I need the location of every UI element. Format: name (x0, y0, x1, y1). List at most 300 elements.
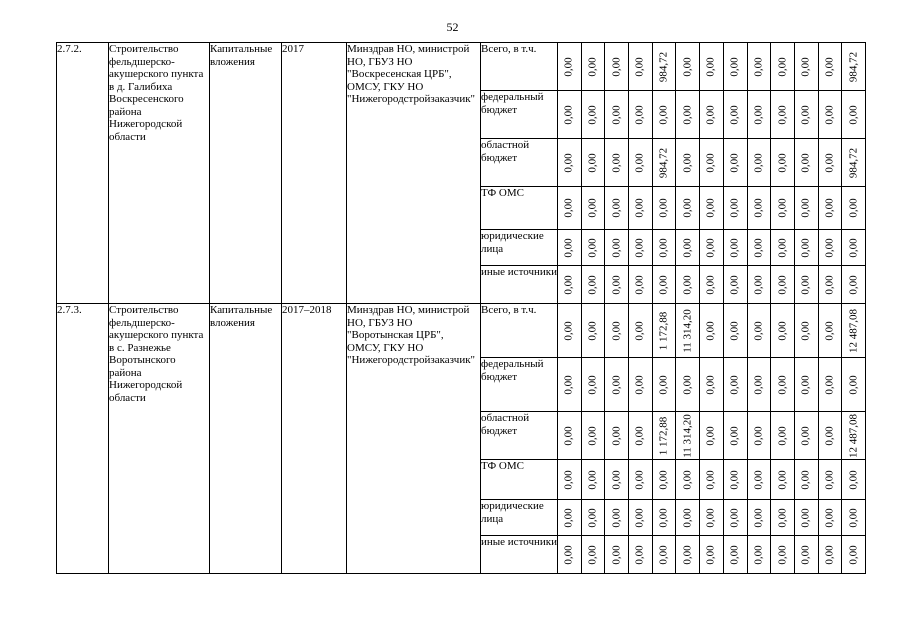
value-text: 0,00 (776, 425, 789, 446)
value-text: 0,00 (823, 320, 836, 341)
value-text: 0,00 (728, 507, 741, 528)
value-text: 0,00 (728, 320, 741, 341)
value-cell (842, 230, 866, 266)
value-text: 0,00 (752, 425, 765, 446)
value-cell (818, 304, 842, 358)
row-executors: Минздрав НО, министрой НО, ГБУЗ НО "Воскресенская ЦРБ", ОМСУ, ГКУ НО "Нижегородстройзаказчик" (347, 43, 481, 304)
value-cell (581, 460, 605, 500)
value-text: 0,00 (823, 507, 836, 528)
value-text: 0,00 (562, 507, 575, 528)
value-text: 0,00 (657, 104, 670, 125)
value-text: 0,00 (586, 237, 599, 258)
value-cell (794, 187, 818, 230)
value-text: 0,00 (633, 469, 646, 490)
value-cell (605, 304, 629, 358)
value-text: 0,00 (681, 152, 694, 173)
value-text: 0,00 (799, 544, 812, 565)
value-text: 984,72 (657, 51, 670, 82)
value-cell (652, 91, 676, 139)
value-text: 0,00 (562, 274, 575, 295)
value-cell (771, 230, 795, 266)
value-text: 0,00 (799, 152, 812, 173)
value-text: 0,00 (704, 544, 717, 565)
value-cell (581, 187, 605, 230)
value-cell (842, 91, 866, 139)
value-cell (818, 536, 842, 574)
value-text: 0,00 (633, 56, 646, 77)
value-cell (723, 412, 747, 460)
value-text: 0,00 (704, 198, 717, 218)
value-cell (605, 139, 629, 187)
value-cell (747, 139, 771, 187)
funding-source-label: областной бюджет (481, 412, 558, 460)
value-cell (747, 412, 771, 460)
value-cell (558, 43, 582, 91)
value-cell (794, 139, 818, 187)
value-cell (818, 500, 842, 536)
value-cell (747, 266, 771, 304)
row-name: Строительство фельдшерско-акушерского пункта в с. Разнежье Воротынского района Нижегородской области (109, 304, 210, 574)
value-text: 0,00 (610, 374, 623, 395)
value-cell (629, 266, 653, 304)
value-cell (723, 187, 747, 230)
value-cell (794, 43, 818, 91)
funding-source-label: иные источники (481, 536, 558, 574)
value-text: 0,00 (776, 152, 789, 173)
value-text: 0,00 (752, 152, 765, 173)
value-cell (794, 91, 818, 139)
value-text: 0,00 (610, 320, 623, 341)
value-text: 0,00 (704, 507, 717, 528)
value-cell (629, 358, 653, 412)
value-cell (723, 91, 747, 139)
value-cell (842, 358, 866, 412)
value-text: 0,00 (681, 374, 694, 395)
value-text: 0,00 (633, 374, 646, 395)
table-row (57, 43, 866, 91)
value-text: 0,00 (586, 544, 599, 565)
value-text: 0,00 (728, 425, 741, 446)
value-text: 0,00 (728, 104, 741, 125)
value-cell (842, 412, 866, 460)
value-cell (676, 187, 700, 230)
value-cell (605, 230, 629, 266)
value-cell (605, 91, 629, 139)
value-text: 0,00 (633, 320, 646, 341)
value-text: 0,00 (847, 507, 860, 528)
value-cell (771, 500, 795, 536)
value-text: 0,00 (728, 469, 741, 490)
value-cell (652, 187, 676, 230)
value-cell (629, 187, 653, 230)
value-cell (652, 460, 676, 500)
value-text: 0,00 (799, 237, 812, 258)
value-text: 0,00 (752, 104, 765, 125)
table-row (57, 304, 866, 358)
value-cell (676, 500, 700, 536)
value-text: 0,00 (681, 544, 694, 565)
value-cell (842, 266, 866, 304)
value-cell (700, 139, 724, 187)
value-text: 0,00 (633, 544, 646, 565)
value-text: 0,00 (799, 507, 812, 528)
value-cell (581, 43, 605, 91)
value-text: 0,00 (610, 507, 623, 528)
value-cell (558, 500, 582, 536)
value-cell (747, 536, 771, 574)
value-cell (629, 460, 653, 500)
value-cell (605, 358, 629, 412)
value-cell (581, 91, 605, 139)
value-cell (794, 266, 818, 304)
value-cell (723, 43, 747, 91)
value-cell (794, 412, 818, 460)
value-cell (605, 43, 629, 91)
value-cell (676, 358, 700, 412)
value-cell (605, 412, 629, 460)
value-cell (605, 536, 629, 574)
value-text: 0,00 (728, 56, 741, 77)
value-text: 0,00 (776, 320, 789, 341)
value-text: 0,00 (681, 104, 694, 125)
funding-source-label: федеральный бюджет (481, 91, 558, 139)
value-text: 0,00 (799, 320, 812, 341)
value-cell (581, 500, 605, 536)
value-text: 0,00 (586, 320, 599, 341)
value-text: 0,00 (823, 198, 836, 218)
value-text: 0,00 (704, 320, 717, 341)
value-cell (700, 266, 724, 304)
value-cell (747, 358, 771, 412)
value-cell (581, 304, 605, 358)
value-text: 0,00 (586, 374, 599, 395)
value-text: 0,00 (752, 56, 765, 77)
value-text: 0,00 (799, 425, 812, 446)
value-text: 0,00 (799, 104, 812, 125)
value-cell (700, 536, 724, 574)
value-text: 0,00 (752, 374, 765, 395)
value-cell (629, 43, 653, 91)
value-text: 0,00 (657, 507, 670, 528)
value-cell (676, 91, 700, 139)
value-cell (558, 187, 582, 230)
value-text: 0,00 (823, 274, 836, 295)
value-text: 0,00 (610, 198, 623, 218)
value-cell (818, 187, 842, 230)
value-cell (700, 43, 724, 91)
value-cell (818, 266, 842, 304)
value-text: 0,00 (610, 469, 623, 490)
value-cell (652, 304, 676, 358)
value-text: 0,00 (610, 104, 623, 125)
value-cell (771, 412, 795, 460)
value-text: 0,00 (776, 104, 789, 125)
value-text: 0,00 (799, 274, 812, 295)
value-text: 0,00 (704, 469, 717, 490)
value-text: 984,72 (847, 51, 860, 82)
value-text: 0,00 (776, 56, 789, 77)
value-text: 0,00 (799, 198, 812, 218)
value-text: 0,00 (823, 425, 836, 446)
value-text: 0,00 (823, 152, 836, 173)
value-text: 0,00 (752, 469, 765, 490)
value-cell (652, 412, 676, 460)
value-text: 11 314,20 (681, 308, 694, 353)
value-cell (747, 304, 771, 358)
value-cell (676, 412, 700, 460)
row-type: Капитальные вложения (210, 43, 282, 304)
value-cell (676, 43, 700, 91)
value-text: 0,00 (681, 507, 694, 528)
value-cell (605, 460, 629, 500)
value-cell (676, 536, 700, 574)
value-text: 0,00 (586, 56, 599, 77)
value-text: 0,00 (562, 104, 575, 125)
value-text: 0,00 (776, 198, 789, 218)
value-cell (676, 460, 700, 500)
value-cell (652, 536, 676, 574)
value-cell (723, 460, 747, 500)
value-text: 0,00 (728, 274, 741, 295)
funding-source-label: иные источники (481, 266, 558, 304)
value-cell (747, 460, 771, 500)
value-text: 0,00 (847, 198, 860, 218)
value-text: 0,00 (704, 374, 717, 395)
value-cell (629, 230, 653, 266)
value-text: 0,00 (633, 152, 646, 173)
value-cell (818, 412, 842, 460)
value-text: 0,00 (586, 469, 599, 490)
value-cell (676, 266, 700, 304)
value-text: 1 172,88 (657, 416, 670, 455)
value-text: 0,00 (728, 237, 741, 258)
value-text: 0,00 (586, 152, 599, 173)
value-text: 0,00 (704, 237, 717, 258)
funding-source-label: Всего, в т.ч. (481, 304, 558, 358)
value-cell (629, 412, 653, 460)
value-cell (558, 266, 582, 304)
funding-source-label: юридические лица (481, 500, 558, 536)
value-text: 0,00 (633, 198, 646, 218)
value-text: 0,00 (847, 374, 860, 395)
value-text: 0,00 (847, 469, 860, 490)
value-text: 0,00 (776, 507, 789, 528)
value-cell (629, 139, 653, 187)
row-years: 2017–2018 (282, 304, 347, 574)
value-cell (842, 460, 866, 500)
value-cell (652, 358, 676, 412)
value-text: 0,00 (610, 152, 623, 173)
value-text: 0,00 (752, 274, 765, 295)
value-text: 0,00 (776, 544, 789, 565)
value-text: 0,00 (657, 237, 670, 258)
value-cell (676, 139, 700, 187)
value-cell (723, 500, 747, 536)
value-cell (581, 358, 605, 412)
value-cell (771, 358, 795, 412)
value-cell (700, 230, 724, 266)
value-cell (771, 460, 795, 500)
value-text: 0,00 (633, 274, 646, 295)
value-text: 0,00 (657, 544, 670, 565)
value-text: 0,00 (752, 237, 765, 258)
value-cell (629, 91, 653, 139)
value-text: 0,00 (776, 274, 789, 295)
value-cell (700, 500, 724, 536)
value-cell (652, 230, 676, 266)
value-text: 0,00 (704, 425, 717, 446)
value-cell (652, 500, 676, 536)
value-text: 0,00 (823, 237, 836, 258)
value-cell (700, 91, 724, 139)
value-text: 0,00 (562, 152, 575, 173)
funding-source-label: ТФ ОМС (481, 460, 558, 500)
value-text: 0,00 (562, 237, 575, 258)
value-text: 11 314,20 (681, 413, 694, 458)
funding-source-label: федеральный бюджет (481, 358, 558, 412)
value-text: 0,00 (681, 56, 694, 77)
value-cell (652, 43, 676, 91)
value-cell (842, 500, 866, 536)
value-cell (747, 187, 771, 230)
value-cell (794, 460, 818, 500)
value-text: 0,00 (562, 198, 575, 218)
value-cell (558, 304, 582, 358)
funding-source-label: юридические лица (481, 230, 558, 266)
value-text: 0,00 (847, 274, 860, 295)
value-text: 0,00 (586, 104, 599, 125)
value-text: 0,00 (586, 425, 599, 446)
value-cell (842, 536, 866, 574)
value-cell (771, 187, 795, 230)
value-cell (581, 536, 605, 574)
value-text: 0,00 (586, 274, 599, 295)
value-cell (558, 230, 582, 266)
value-text: 0,00 (633, 237, 646, 258)
value-text: 0,00 (657, 374, 670, 395)
value-text: 0,00 (681, 469, 694, 490)
value-cell (605, 266, 629, 304)
value-text: 0,00 (799, 56, 812, 77)
value-cell (818, 358, 842, 412)
value-cell (581, 139, 605, 187)
value-text: 0,00 (633, 425, 646, 446)
value-cell (700, 460, 724, 500)
value-text: 0,00 (823, 56, 836, 77)
value-cell (818, 43, 842, 91)
value-text: 0,00 (776, 237, 789, 258)
value-text: 12 487,08 (847, 308, 860, 353)
value-text: 0,00 (847, 237, 860, 258)
page-number: 52 (446, 20, 459, 34)
value-cell (700, 358, 724, 412)
value-cell (794, 358, 818, 412)
value-cell (629, 536, 653, 574)
value-cell (652, 139, 676, 187)
value-text: 0,00 (704, 152, 717, 173)
value-cell (723, 266, 747, 304)
value-text: 0,00 (657, 198, 670, 218)
value-text: 0,00 (562, 425, 575, 446)
value-cell (794, 500, 818, 536)
value-cell (747, 230, 771, 266)
funding-source-label: ТФ ОМС (481, 187, 558, 230)
value-cell (723, 358, 747, 412)
value-cell (771, 304, 795, 358)
value-text: 984,72 (657, 147, 670, 178)
value-text: 0,00 (610, 56, 623, 77)
value-cell (747, 500, 771, 536)
row-code: 2.7.3. (57, 304, 109, 574)
value-text: 0,00 (704, 56, 717, 77)
value-cell (818, 460, 842, 500)
value-text: 0,00 (681, 237, 694, 258)
value-text: 0,00 (610, 237, 623, 258)
value-text: 0,00 (657, 469, 670, 490)
value-cell (771, 139, 795, 187)
row-type: Капитальные вложения (210, 304, 282, 574)
value-cell (723, 230, 747, 266)
value-text: 0,00 (728, 544, 741, 565)
value-cell (842, 43, 866, 91)
value-cell (676, 304, 700, 358)
value-cell (581, 266, 605, 304)
value-cell (700, 412, 724, 460)
value-cell (558, 139, 582, 187)
value-cell (842, 304, 866, 358)
value-text: 0,00 (776, 469, 789, 490)
value-text: 0,00 (823, 104, 836, 125)
value-text: 0,00 (752, 198, 765, 218)
value-cell (723, 304, 747, 358)
row-years: 2017 (282, 43, 347, 304)
value-cell (747, 91, 771, 139)
value-text: 0,00 (633, 507, 646, 528)
value-cell (676, 230, 700, 266)
value-text: 0,00 (633, 104, 646, 125)
value-cell (558, 412, 582, 460)
value-text: 0,00 (610, 544, 623, 565)
row-executors: Минздрав НО, министрой НО, ГБУЗ НО "Воротынская ЦРБ", ОМСУ, ГКУ НО "Нижегородстройзаказчик" (347, 304, 481, 574)
value-text: 0,00 (657, 274, 670, 295)
value-text: 0,00 (562, 374, 575, 395)
value-text: 0,00 (847, 544, 860, 565)
value-text: 0,00 (799, 374, 812, 395)
value-cell (771, 91, 795, 139)
value-text: 0,00 (776, 374, 789, 395)
value-text: 1 172,88 (657, 311, 670, 350)
value-text: 0,00 (823, 469, 836, 490)
value-text: 0,00 (610, 425, 623, 446)
value-cell (842, 139, 866, 187)
value-cell (794, 230, 818, 266)
value-cell (605, 187, 629, 230)
value-cell (558, 460, 582, 500)
value-cell (629, 304, 653, 358)
funding-table (56, 42, 866, 574)
value-text: 0,00 (823, 374, 836, 395)
value-text: 0,00 (681, 198, 694, 218)
value-text: 0,00 (562, 56, 575, 77)
value-text: 0,00 (586, 507, 599, 528)
value-text: 984,72 (847, 147, 860, 178)
value-text: 12 487,08 (847, 413, 860, 458)
value-cell (842, 187, 866, 230)
value-text: 0,00 (681, 274, 694, 295)
funding-source-label: Всего, в т.ч. (481, 43, 558, 91)
value-text: 0,00 (562, 544, 575, 565)
value-text: 0,00 (562, 320, 575, 341)
